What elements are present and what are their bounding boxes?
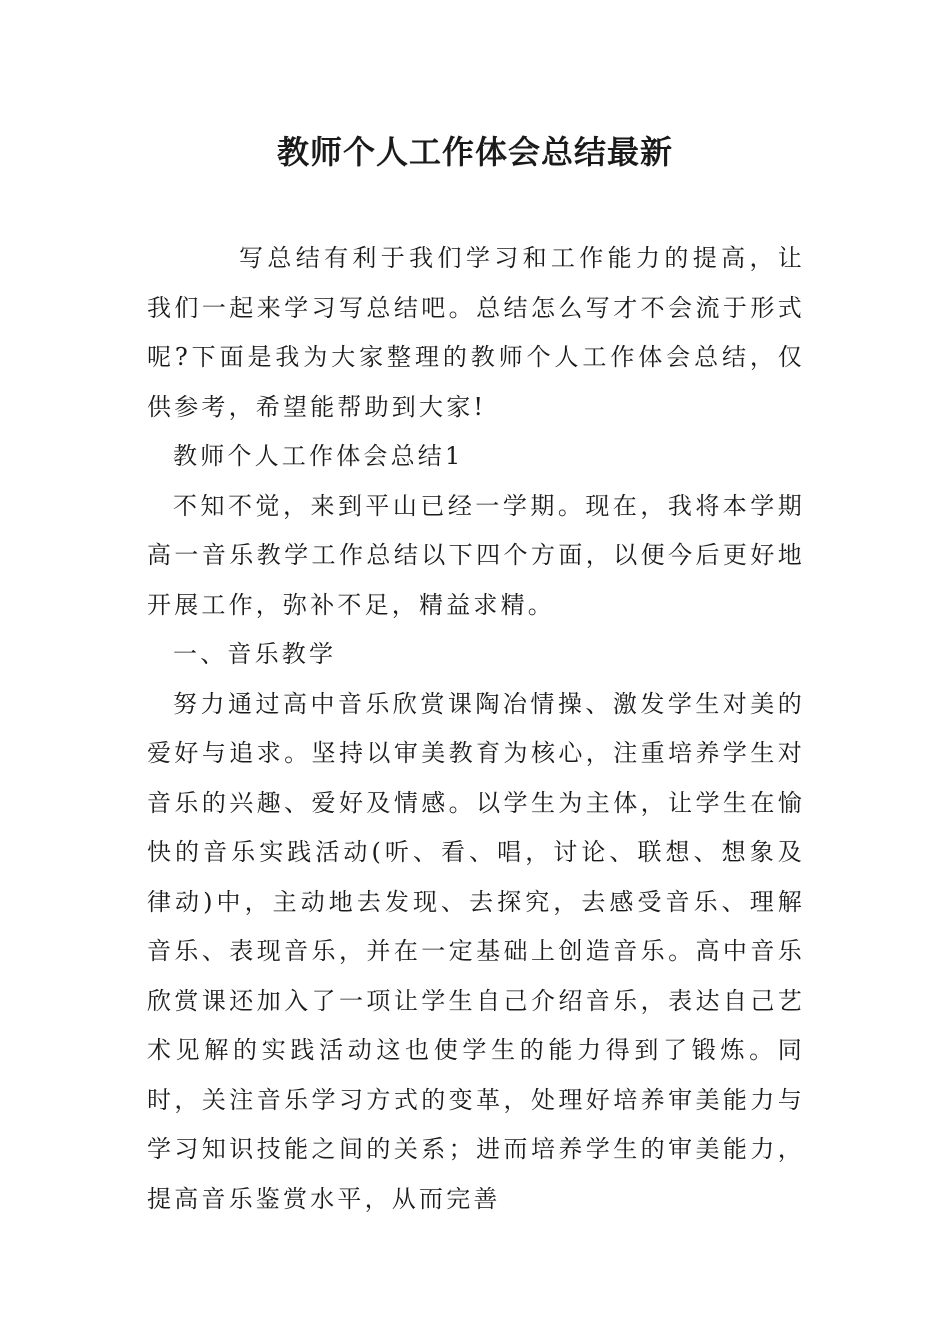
document-body [147, 234, 805, 1224]
document-title: 教师个人工作体会总结最新 [276, 133, 673, 171]
body-paragraph: 努力通过高中音乐欣赏课陶冶情操、激发学生对美的爱好与追求。坚持以审美教育为核心，注重培养学生对音乐的兴趣、爱好及情感。以学生为主体，让学生在愉快的音乐实践活动(听、看、唱，讨论、联想、想象及律动)中，主动地去发现、去探究，去感受音乐、理解音乐、表现音乐，并在一定基础上创造音乐。高中音乐欣赏课还加入了一项让学生自己介绍音乐，表达自己艺术见解的实践活动这也使学生的能力得到了锻炼。同时，关注音乐学习方式的变革，处理好培养审美能力与学习知识技能之间的关系；进而培养学生的审美能力，提高音乐鉴赏水平，从而完善 [147, 689, 805, 1213]
subsection-heading: 一、音乐教学 [173, 640, 337, 668]
body-paragraph: 不知不觉，来到平山已经一学期。现在，我将本学期高一音乐教学工作总结以下四个方面，以便今后更好地开展工作，弥补不足，精益求精。 [147, 491, 805, 619]
section-heading: 教师个人工作体会总结1 [173, 442, 464, 470]
intro-paragraph: 写总结有利于我们学习和工作能力的提高，让我们一起来学习写总结吧。总结怎么写才不会流于形式呢?下面是我为大家整理的教师个人工作体会总结，仅供参考，希望能帮助到大家! [147, 244, 805, 421]
